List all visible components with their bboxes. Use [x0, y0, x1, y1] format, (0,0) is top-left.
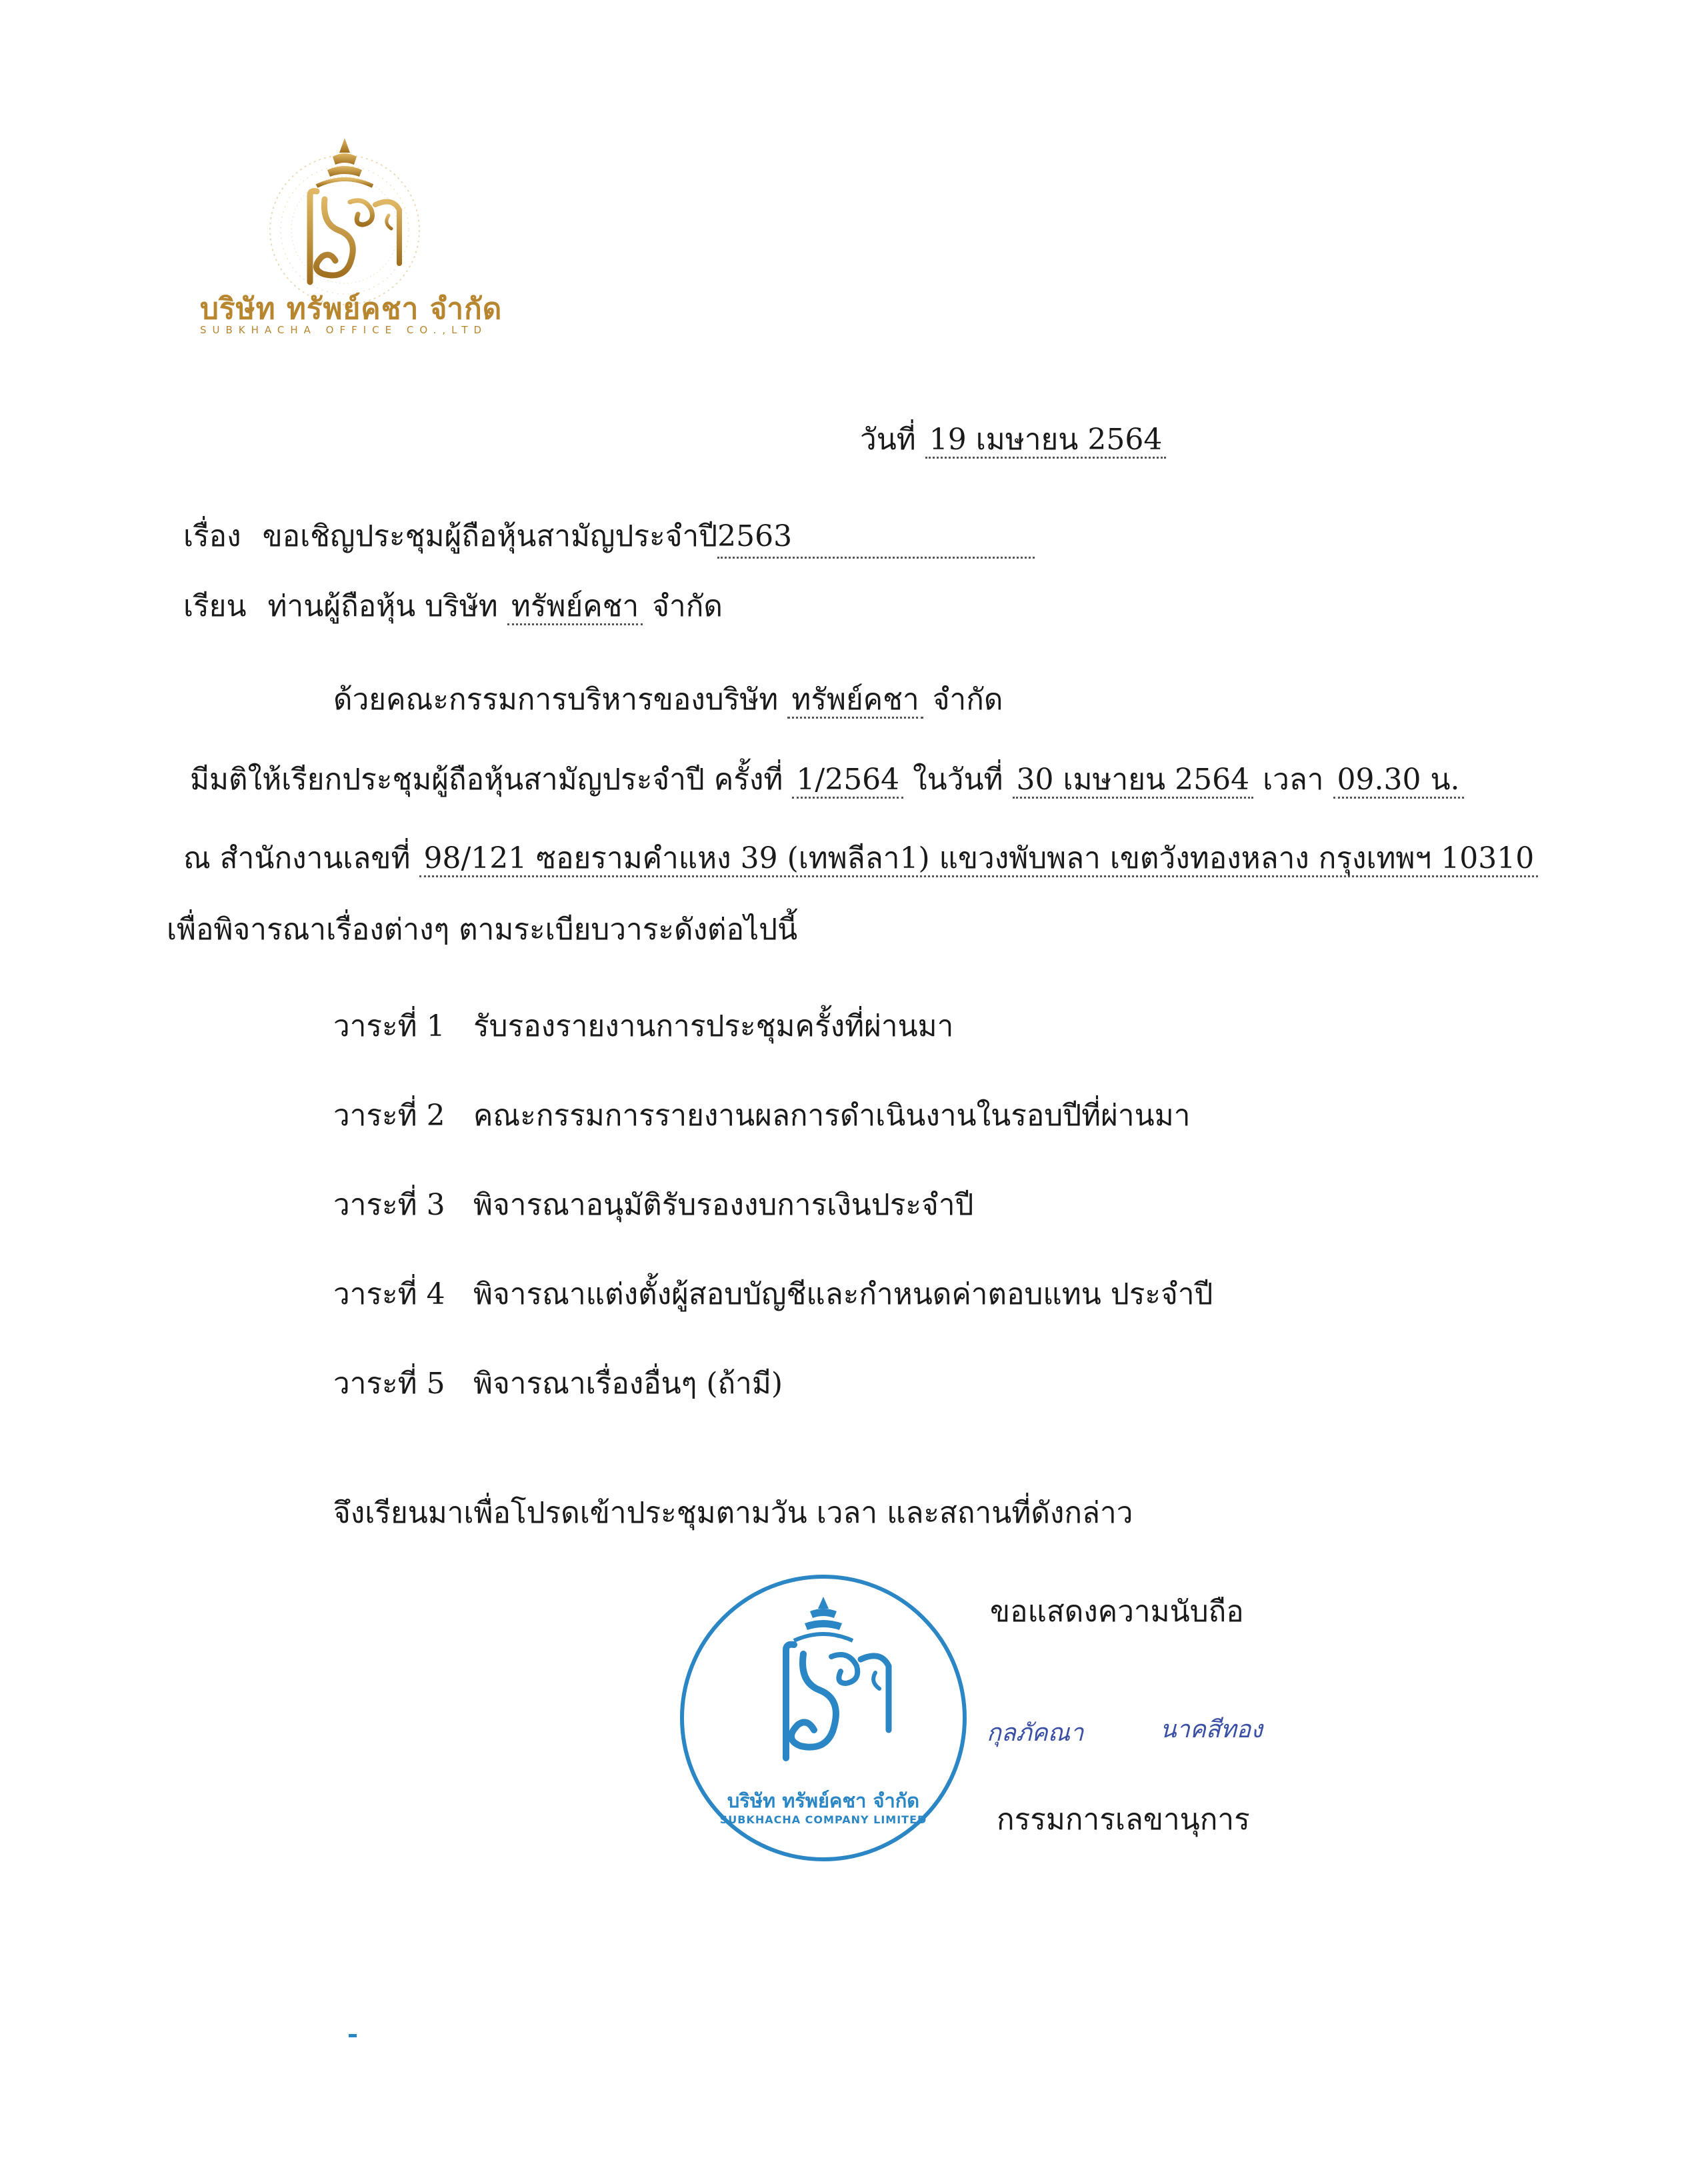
body-line1-prefix: ด้วยคณะกรรมการบริหารของบริษัท	[333, 683, 779, 717]
meeting-date: 30 เมษายน 2564	[1013, 763, 1254, 799]
agenda-item-text: พิจารณาแต่งตั้งผู้สอบบัญชีและกำหนดค่าตอบแทน ประจำปี	[473, 1277, 1213, 1311]
body-line2-c: เวลา	[1263, 763, 1324, 797]
date-value: 19 เมษายน 2564	[925, 423, 1167, 459]
closing-text: จึงเรียนมาเพื่อโปรดเข้าประชุมตามวัน เวลา และสถานที่ดังกล่าว	[333, 1496, 1133, 1530]
stamp-company-name-th: บริษัท ทรัพย์คชา จำกัด	[727, 1789, 920, 1812]
header-company-name-en: SUBKHACHA OFFICE CO.,LTD	[200, 324, 488, 336]
agenda-item-label: วาระที่ 5	[333, 1367, 445, 1401]
body-line-2	[190, 760, 1483, 800]
subject-year: 2563	[717, 517, 1035, 559]
body-line-3	[183, 839, 1538, 879]
subject-label: เรื่อง	[183, 519, 241, 553]
agenda-item	[333, 1364, 783, 1404]
agenda-item	[333, 1275, 1213, 1315]
subject-text: ขอเชิญประชุมผู้ถือหุ้นสามัญประจำปี	[262, 519, 718, 553]
meeting-address: 98/121 ซอยรามคำแหง 39 (เทพลีลา1) แขวงพับพลา เขตวังทองหลาง กรุงเทพฯ 10310	[419, 841, 1538, 877]
ink-mark	[349, 2034, 357, 2037]
agenda-item-text: พิจารณาอนุมัติรับรองงบการเงินประจำปี	[473, 1188, 974, 1222]
header-company-name-th: บริษัท ทรัพย์คชา จำกัด	[200, 292, 503, 326]
agenda-item-label: วาระที่ 2	[333, 1099, 445, 1133]
company-logo-icon	[263, 130, 427, 310]
agenda-item-text: คณะกรรมการรายงานผลการดำเนินงานในรอบปีที่ผ่านมา	[473, 1099, 1191, 1133]
agenda-item-text: พิจารณาเรื่องอื่นๆ (ถ้ามี)	[473, 1367, 783, 1401]
signer-title: กรรมการเลขานุการ	[997, 1803, 1250, 1837]
body-line-4: เพื่อพิจารณาเรื่องต่างๆ ตามระเบียบวาระดังต่อไปนี้	[167, 913, 798, 947]
agenda-item-label: วาระที่ 4	[333, 1277, 445, 1311]
agenda-item	[333, 1185, 973, 1225]
recipient-prefix: ท่านผู้ถือหุ้น บริษัท	[267, 589, 498, 623]
body-line1-company: ทรัพย์คชา	[787, 683, 923, 719]
agenda-item-text: รับรองรายงานการประชุมครั้งที่ผ่านมา	[473, 1009, 954, 1043]
body-line3-a: ณ สำนักงานเลขที่	[183, 841, 411, 875]
agenda-item-label: วาระที่ 1	[333, 1009, 445, 1043]
body-line1-suffix: จำกัด	[932, 683, 1003, 717]
body-line-1	[333, 680, 1003, 720]
meeting-number: 1/2564	[792, 763, 903, 799]
regards-text: ขอแสดงความนับถือ	[990, 1595, 1244, 1629]
signature-last-name: นาคสีทอง	[1160, 1716, 1263, 1743]
date-line	[860, 420, 1166, 460]
subject-line	[183, 517, 1035, 559]
recipient-company: ทรัพย์คชา	[507, 589, 643, 625]
recipient-line	[183, 587, 723, 627]
body-line2-b: ในวันที่	[913, 763, 1003, 797]
agenda-item	[333, 1096, 1190, 1136]
body-line2-a: มีมติให้เรียกประชุมผู้ถือหุ้นสามัญประจำปี ครั้งที่	[190, 763, 783, 797]
agenda-item-label: วาระที่ 3	[333, 1188, 445, 1222]
agenda-item	[333, 1007, 953, 1047]
meeting-time: 09.30 น.	[1333, 763, 1464, 799]
signature-first-name: กุลภัคณา	[987, 1719, 1084, 1747]
recipient-suffix: จำกัด	[652, 589, 723, 623]
date-label: วันที่	[860, 423, 916, 457]
stamp-company-name-en: SUBKHACHA COMPANY LIMITED	[719, 1813, 927, 1826]
recipient-label: เรียน	[183, 589, 247, 623]
